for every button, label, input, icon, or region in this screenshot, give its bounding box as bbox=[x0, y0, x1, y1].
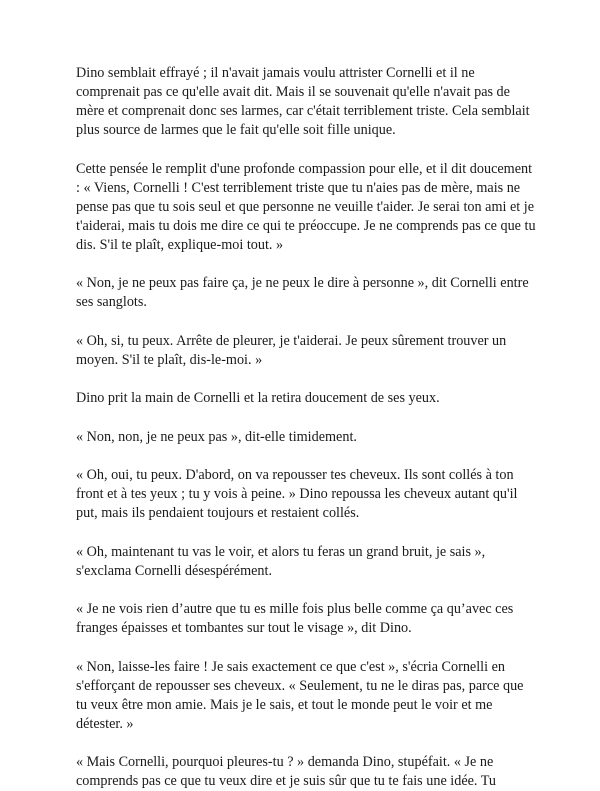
paragraph: « Oh, si, tu peux. Arrête de pleurer, je t'aiderai. Je peux sûrement trouver un moyen. S'il te plaît, dis-le-moi. » bbox=[76, 332, 507, 368]
paragraph: « Non, laisse-les faire ! Je sais exactement ce que c'est », s'écria Cornelli en s'efforçant de repousser ses cheveux. « Seulement, tu ne le diras pas, parce que tu veux être mon amie. Mais je le sais, et tout le monde peut le voir et me détester. » bbox=[76, 658, 524, 732]
paragraph: « Je ne vois rien d’autre que tu es mille fois plus belle comme ça qu’avec ces franges épaisses et tombantes sur tout le visage », dit Dino. bbox=[76, 601, 514, 636]
body-text bbox=[76, 64, 536, 791]
paragraph: « Oh, oui, tu peux. D'abord, on va repousser tes cheveux. Ils sont collés à ton front et à tes yeux ; tu y vois à peine. » Dino repoussa les cheveux autant qu'il put, mais ils pendaient toujours et restaient collés. bbox=[76, 467, 518, 521]
paragraph: « Non, non, je ne peux pas », dit-elle timidement. bbox=[76, 428, 357, 445]
paragraph: « Oh, maintenant tu vas le voir, et alors tu feras un grand bruit, je sais », s'exclama Cornelli désespérément. bbox=[76, 543, 486, 579]
paragraph: Dino prit la main de Cornelli et la retira doucement de ses yeux. bbox=[76, 390, 440, 406]
paragraph: Dino semblait effrayé ; il n'avait jamais voulu attrister Cornelli et il ne comprenait pas ce qu'elle avait dit. Mais il se souvenait qu'elle n'avait pas de mère et comprenait donc ses larmes, car c'était terriblement triste. Cela semblait plus source de larmes que le fait qu'elle soit fille unique. bbox=[76, 65, 530, 138]
paragraph: « Mais Cornelli, pourquoi pleures-tu ? » demanda Dino, stupéfait. « Je ne comprends pas ce que tu veux dire et je suis sûr que tu te fais une idée. Tu bbox=[76, 754, 497, 789]
paragraph: « Non, je ne peux pas faire ça, je ne peux le dire à personne », dit Cornelli entre ses sanglots. bbox=[76, 275, 529, 310]
paragraph: Cette pensée le remplit d'une profonde compassion pour elle, et il dit doucement : « Viens, Cornelli ! C'est terriblement triste que tu n'aies pas de mère, mais ne pense pas que tu sois seul et que personne ne veuille t'aider. Je serai ton ami et je t'aiderai, mais tu dois me dire ce qui te préoccupe. Je ne comprends pas ce que tu dis. S'il te plaît, explique-moi tout. » bbox=[76, 160, 536, 253]
